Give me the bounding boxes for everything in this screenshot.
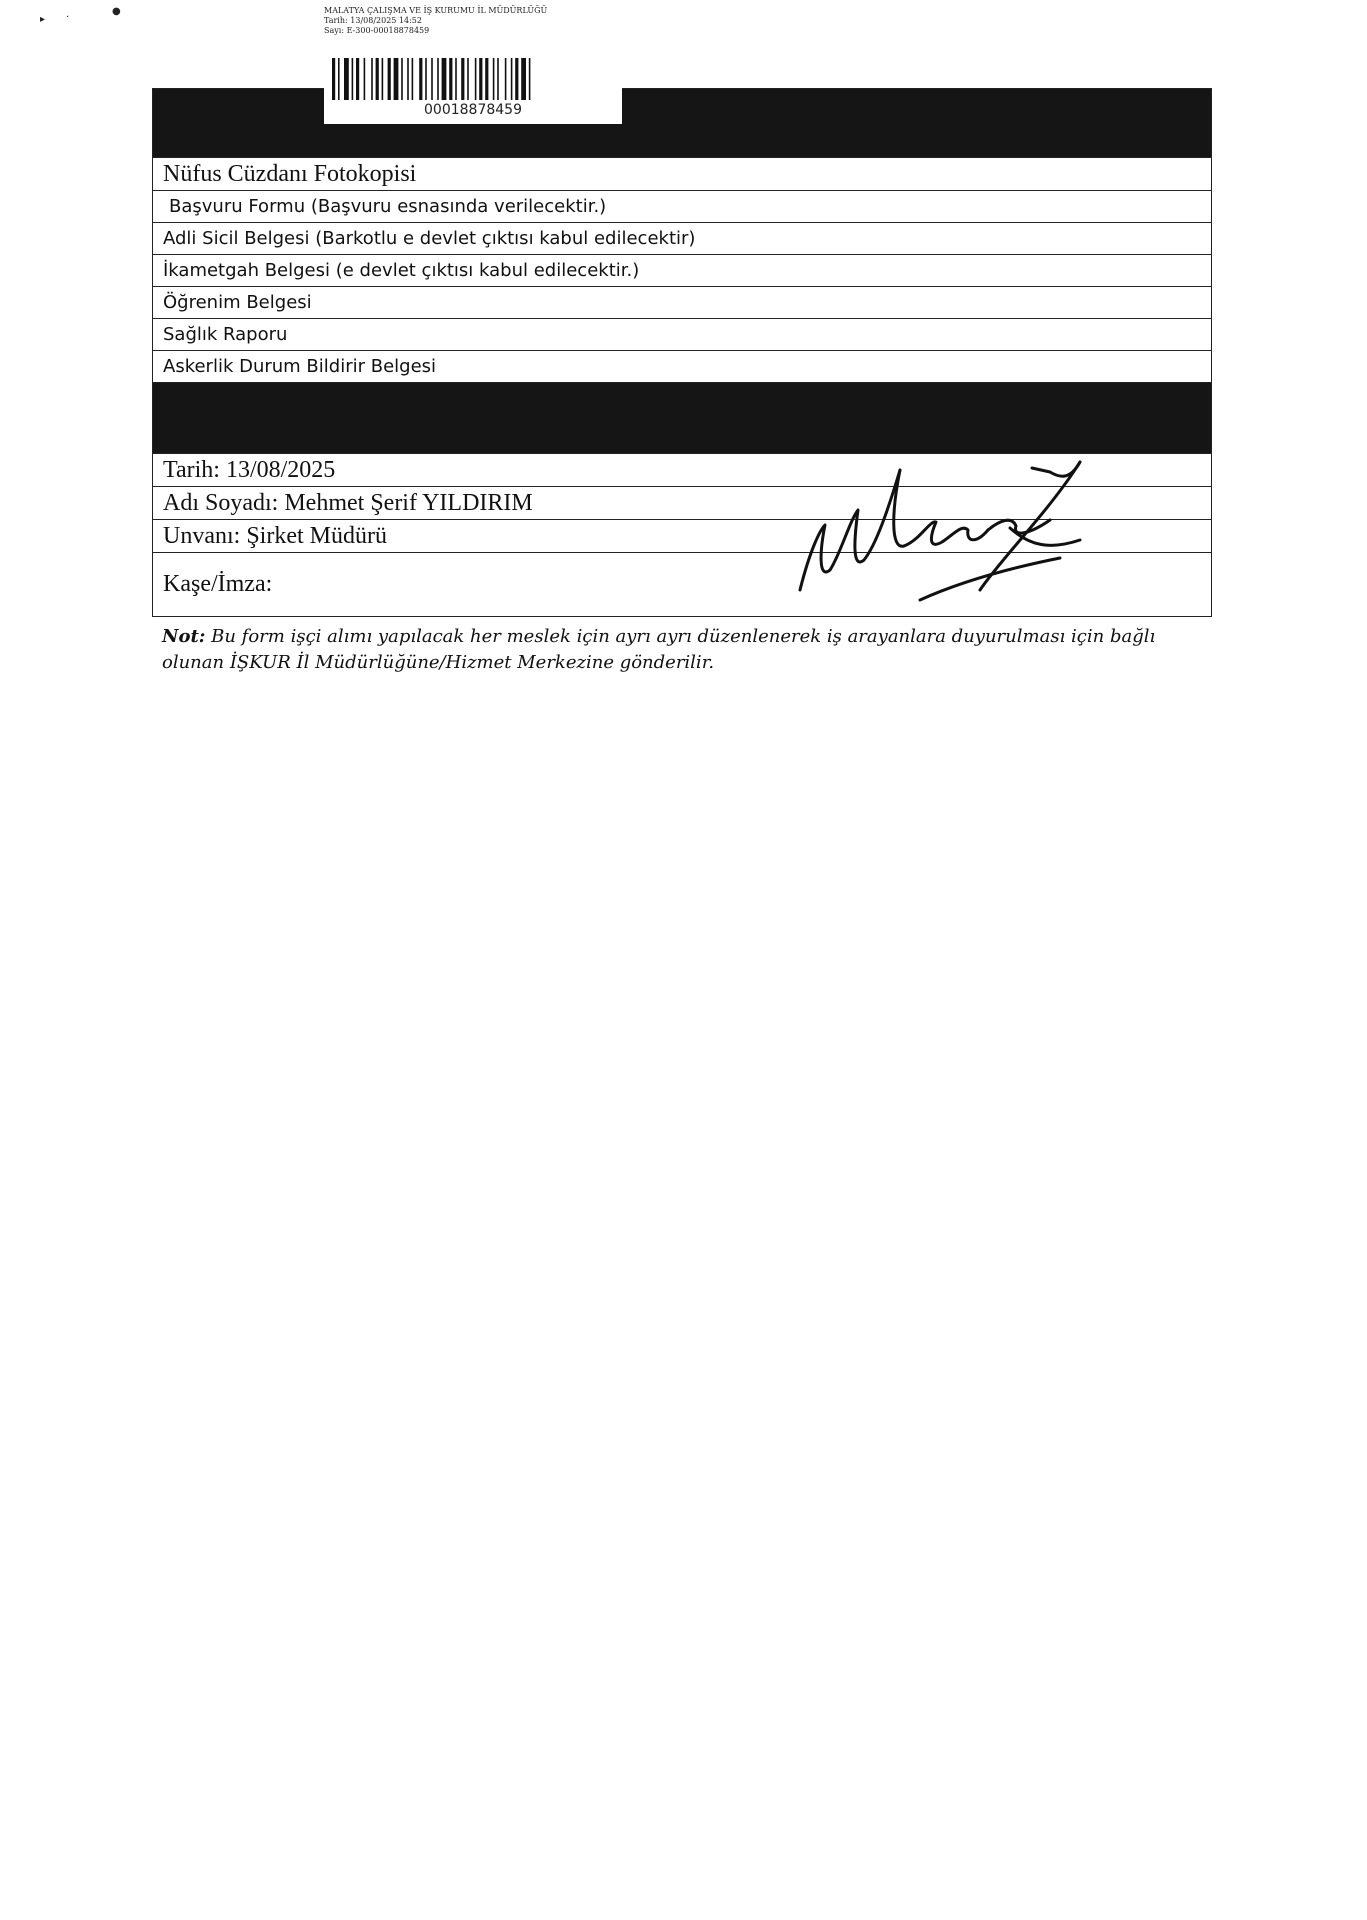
stamp-date: Tarih: 13/08/2025 14:52 bbox=[324, 16, 422, 25]
barcode bbox=[324, 54, 622, 124]
document-item: Askerlik Durum Bildirir Belgesi bbox=[153, 350, 1211, 382]
barcode-bars bbox=[330, 58, 616, 100]
document-item: Adli Sicil Belgesi (Barkotlu e devlet çıktısı kabul edilecektir) bbox=[153, 222, 1211, 254]
employer-date: Tarih: 13/08/2025 bbox=[153, 453, 1211, 486]
registry-stamp bbox=[324, 6, 624, 36]
stamp-signature-label: Kaşe/İmza: bbox=[153, 552, 1211, 616]
document-item: Öğrenim Belgesi bbox=[153, 286, 1211, 318]
form-note bbox=[162, 624, 1222, 676]
scan-mark: ▸ bbox=[40, 14, 46, 25]
barcode-number: 00018878459 bbox=[424, 102, 522, 118]
document-item: İkametgah Belgesi (e devlet çıktısı kabul edilecektir.) bbox=[153, 254, 1211, 286]
document-item: Başvuru Formu (Başvuru esnasında verilecektir.) bbox=[153, 190, 1211, 222]
stamp-institution: MALATYA ÇALIŞMA VE İŞ KURUMU İL MÜDÜRLÜĞÜ bbox=[324, 6, 548, 15]
redacted-header-bar bbox=[153, 89, 1211, 157]
redacted-section-bar bbox=[153, 382, 1211, 453]
document-item: Sağlık Raporu bbox=[153, 318, 1211, 350]
employer-name: Adı Soyadı: Mehmet Şerif YILDIRIM bbox=[153, 486, 1211, 519]
handwritten-signature bbox=[780, 450, 1100, 620]
document-item: Nüfus Cüzdanı Fotokopisi bbox=[153, 157, 1211, 190]
note-text: Bu form işçi alımı yapılacak her meslek için ayrı ayrı düzenlenerek iş arayanlara duyurulması için bağlı olunan İŞKUR İl Müdürlüğüne/Hizmet Merkezine gönderilir. bbox=[162, 626, 1156, 673]
stamp-number: Sayı: E-300-00018878459 bbox=[324, 26, 430, 35]
scan-mark: · bbox=[66, 12, 70, 23]
scan-mark: ● bbox=[112, 6, 121, 17]
employer-title: Unvanı: Şirket Müdürü bbox=[153, 519, 1211, 552]
note-label: Not: bbox=[162, 626, 206, 647]
